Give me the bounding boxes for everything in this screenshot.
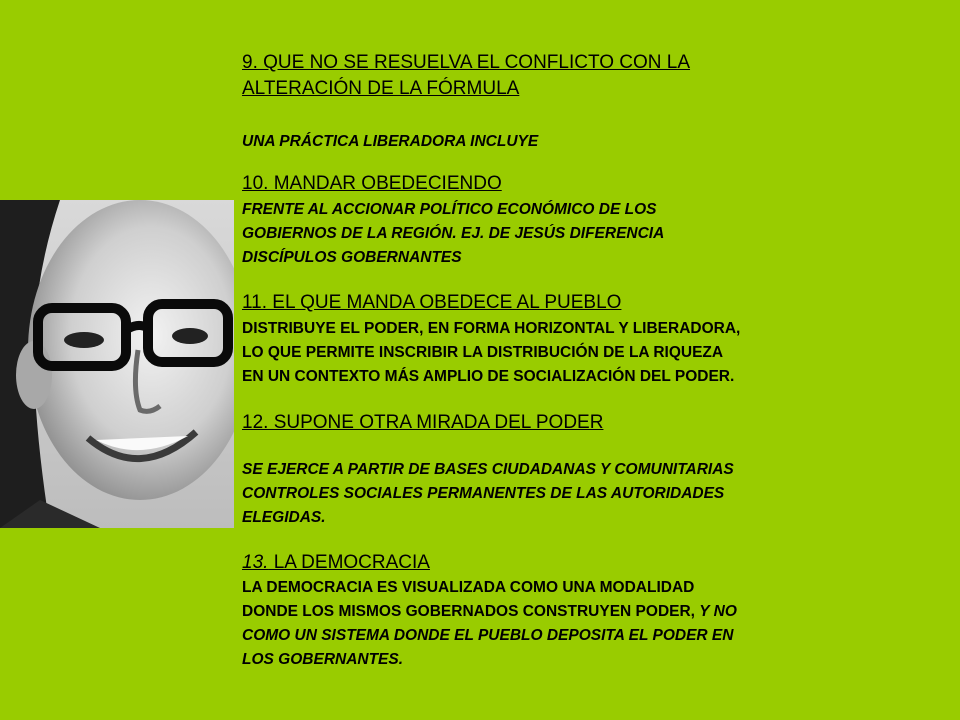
portrait-photo bbox=[0, 200, 234, 528]
s13-line2 bbox=[242, 600, 737, 624]
s13-line1: LA DEMOCRACIA ES VISUALIZADA COMO UNA MODALIDAD bbox=[242, 579, 695, 596]
s10-line3: DISCÍPULOS GOBERNANTES bbox=[242, 249, 462, 266]
s10-line1: FRENTE AL ACCIONAR POLÍTICO ECONÓMICO DE LOS bbox=[242, 201, 657, 218]
s12-line1: SE EJERCE A PARTIR DE BASES CIUDADANAS Y COMUNITARIAS bbox=[242, 461, 734, 478]
s11-line3: EN UN CONTEXTO MÁS AMPLIO DE SOCIALIZACIÓN DEL PODER. bbox=[242, 368, 735, 385]
s13-line2-part2: Y NO bbox=[699, 603, 737, 620]
s11-line2: LO QUE PERMITE INSCRIBIR LA DISTRIBUCIÓN DE LA RIQUEZA bbox=[242, 344, 724, 361]
s10-line2: GOBIERNOS DE LA REGIÓN. EJ. DE JESÚS DIFERENCIA bbox=[242, 225, 665, 242]
s11-line1: DISTRIBUYE EL PODER, EN FORMA HORIZONTAL Y LIBERADORA, bbox=[242, 320, 741, 337]
s13-line2-part1: DONDE LOS MISMOS GOBERNADOS CONSTRUYEN PODER, bbox=[242, 603, 700, 620]
heading-11: 11. EL QUE MANDA OBEDECE AL PUEBLO bbox=[242, 292, 622, 313]
s13-line4: LOS GOBERNANTES. bbox=[242, 651, 404, 668]
heading-9-line1: 9. QUE NO SE RESUELVA EL CONFLICTO CON LA bbox=[242, 52, 691, 73]
s12-line2: CONTROLES SOCIALES PERMANENTES DE LAS AUTORIDADES bbox=[242, 485, 725, 502]
heading-13-text: LA DEMOCRACIA bbox=[268, 552, 430, 573]
heading-9-line2: ALTERACIÓN DE LA FÓRMULA bbox=[242, 78, 520, 99]
s13-line3: COMO UN SISTEMA DONDE EL PUEBLO DEPOSITA EL PODER EN bbox=[242, 627, 734, 644]
portrait-illustration bbox=[0, 200, 234, 528]
s12-line3: ELEGIDAS. bbox=[242, 509, 326, 526]
heading-10: 10. MANDAR OBEDECIENDO bbox=[242, 173, 502, 194]
heading-13 bbox=[242, 550, 430, 575]
intro-text: UNA PRÁCTICA LIBERADORA INCLUYE bbox=[242, 133, 539, 150]
heading-13-number: 13. bbox=[242, 552, 269, 573]
heading-12: 12. SUPONE OTRA MIRADA DEL PODER bbox=[242, 412, 604, 433]
